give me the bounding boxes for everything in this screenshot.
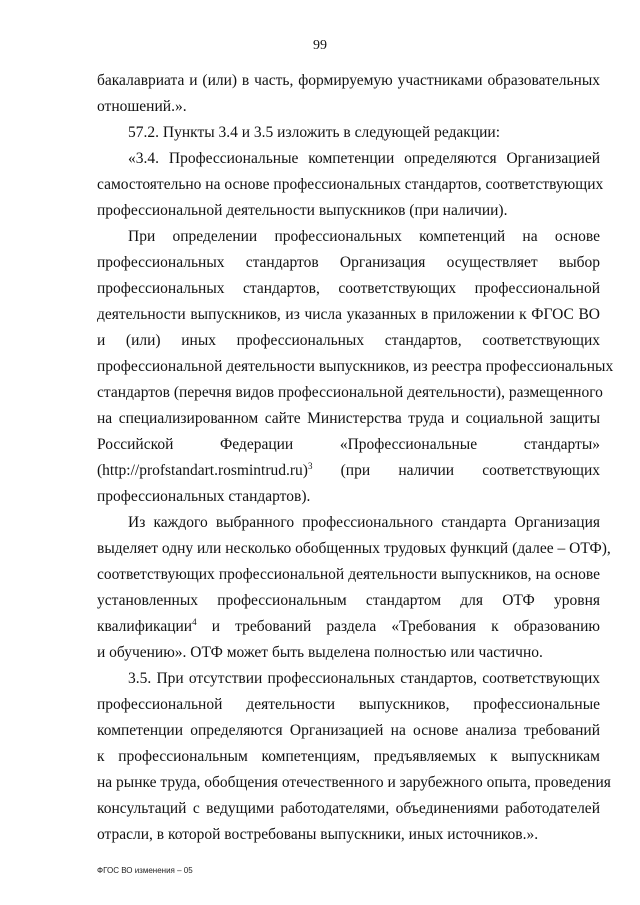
text-line [97,250,600,276]
text-line [97,484,600,510]
text-line [97,718,600,744]
line-text: 57.2. Пункты 3.4 и 3.5 изложить в следующей редакции: [128,124,501,141]
line-text: профессиональных стандартов, соответствующих профессиональной [97,280,600,297]
line-text: отношений.». [97,98,187,115]
line-text: профессиональных стандартов). [97,488,311,505]
text-line [97,744,600,770]
line-text: отрасли, в которой востребованы выпускники, иных источников.». [97,826,539,843]
line-text-tail: (при наличии соответствующих [312,462,600,479]
line-text: Российской Федерации «Профессиональные стандарты» [97,436,600,453]
text-line [97,770,611,796]
text-line [97,562,600,588]
footnote-ref: 3 [307,461,313,471]
line-text: (http://profstandart.rosmintrud.ru) [97,462,308,479]
page-number: 99 [313,38,327,53]
line-text: профессиональных стандартов Организация осуществляет выбор [97,254,600,271]
line-text: Из каждого выбранного профессионального стандарта Организация [128,514,600,531]
line-text: бакалавриата и (или) в часть, формируемую участниками образовательных [97,72,600,89]
line-text: компетенции определяются Организацией на основе анализа требований [97,722,600,739]
text-line [97,198,600,224]
line-text: 3.5. При отсутствии профессиональных стандартов, соответствующих [128,670,600,687]
line-text: стандартов (перечня видов профессиональной деятельности), размещенного [97,384,603,401]
line-text: выделяет одну или несколько обобщенных трудовых функций (далее – ОТФ), [97,540,611,557]
text-line [97,692,600,718]
paragraph [97,146,604,224]
line-text: и обучению». ОТФ может быть выделена полностью или частично. [97,644,543,661]
line-text: и (или) иных профессиональных стандартов, соответствующих [97,332,600,349]
footer-note: ФГОС ВО изменения – 05 [97,866,193,875]
line-text: на рынке труда, обобщения отечественного и зарубежного опыта, проведения [97,774,611,791]
line-text: При определении профессиональных компетенций на основе [128,228,600,245]
text-line [97,224,600,250]
text-line [97,536,611,562]
line-text: деятельности выпускников, из числа указанных в приложении к ФГОС ВО [97,306,600,323]
text-line [97,666,600,692]
paragraph [97,68,600,120]
text-line [97,146,600,172]
text-line [97,172,604,198]
text-line [97,432,600,458]
line-text: профессиональной деятельности выпускников, профессиональные [97,696,600,713]
document-body [97,68,614,848]
text-line [97,68,600,94]
text-line [97,588,600,614]
text-line [97,328,600,354]
footnote-ref: 4 [192,617,197,627]
text-line [97,354,614,380]
text-line [97,276,600,302]
paragraph [97,666,611,848]
text-line [97,406,600,432]
line-text: к профессиональным компетенциям, предъявляемых к выпускникам [97,748,600,765]
line-text: «3.4. Профессиональные компетенции определяются Организацией [128,150,600,167]
text-line [97,302,600,328]
paragraph [97,510,611,666]
text-line [97,380,603,406]
line-text: консультаций с ведущими работодателями, объединениями работодателей [97,800,600,817]
text-line [97,614,600,640]
text-line [97,640,600,666]
text-line [97,120,600,146]
paragraph [97,224,614,510]
line-text: самостоятельно на основе профессиональных стандартов, соответствующих [97,176,604,193]
text-line [97,458,600,484]
text-line [97,510,600,536]
line-text: профессиональной деятельности выпускников (при наличии). [97,202,508,219]
line-text-tail: и требований раздела «Требования к образованию [196,618,600,635]
paragraph [97,120,600,146]
text-line [97,94,600,120]
line-text: профессиональной деятельности выпускников, из реестра профессиональных [97,358,614,375]
text-line [97,822,600,848]
text-line [97,796,600,822]
line-text: на специализированном сайте Министерства труда и социальной защиты [97,410,600,427]
line-text: соответствующих профессиональной деятельности выпускников, на основе [97,566,600,583]
line-text: квалификации [97,618,193,635]
line-text: установленных профессиональным стандартом для ОТФ уровня [97,592,600,609]
